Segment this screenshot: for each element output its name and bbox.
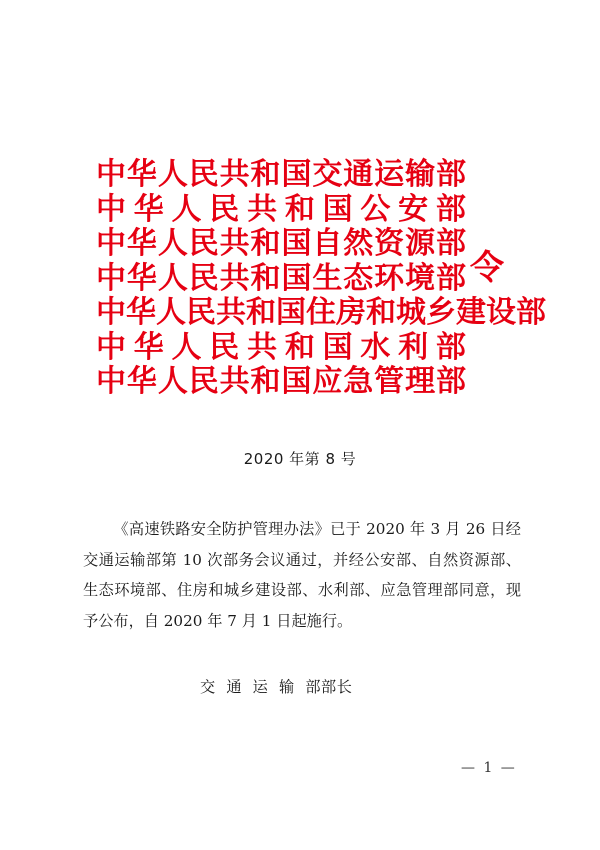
ministry-char: 和 bbox=[250, 260, 281, 296]
ministry-char: 中 bbox=[96, 295, 126, 330]
ministry-char: 利 bbox=[398, 329, 429, 365]
ministry-char: 华 bbox=[126, 260, 157, 296]
ministry-char: 中 bbox=[96, 260, 126, 296]
ministry-char: 华 bbox=[126, 226, 157, 261]
ministry-char: 中 bbox=[96, 226, 126, 261]
ministry-char: 人 bbox=[157, 364, 188, 399]
ministry-char: 人 bbox=[156, 295, 186, 330]
signature-line: 交 通 运 输 部部长 bbox=[200, 678, 353, 696]
ministry-char: 源 bbox=[405, 226, 436, 261]
ministry-line-water-resources bbox=[96, 331, 466, 366]
ministry-char: 部 bbox=[435, 329, 466, 365]
ministry-char: 部 bbox=[516, 295, 546, 330]
ministry-char: 管 bbox=[374, 364, 405, 399]
ministry-char: 急 bbox=[343, 364, 374, 399]
ministry-char: 人 bbox=[171, 191, 202, 227]
ministry-char: 共 bbox=[219, 226, 250, 261]
ministry-char: 部 bbox=[435, 364, 466, 399]
ministry-char: 华 bbox=[126, 295, 156, 330]
ministry-char: 理 bbox=[405, 364, 436, 399]
ministry-char: 民 bbox=[188, 226, 219, 261]
ministry-char: 房 bbox=[336, 295, 366, 330]
ministry-line-emergency-management bbox=[96, 365, 466, 400]
ministry-char: 华 bbox=[126, 157, 157, 192]
ministry-char: 设 bbox=[486, 295, 516, 330]
ministry-char: 部 bbox=[435, 191, 466, 227]
ministry-char: 共 bbox=[216, 295, 246, 330]
ministry-char: 共 bbox=[219, 364, 250, 399]
ministry-line-ecology-environment bbox=[96, 262, 466, 297]
ministry-char: 和 bbox=[284, 191, 315, 227]
ministry-char: 民 bbox=[186, 295, 216, 330]
ministry-char: 人 bbox=[157, 157, 188, 192]
ministry-char: 国 bbox=[322, 329, 353, 365]
ministry-char: 和 bbox=[284, 329, 315, 365]
ministry-char: 民 bbox=[188, 364, 219, 399]
ministry-char: 国 bbox=[281, 260, 312, 296]
ministry-char: 建 bbox=[456, 295, 486, 330]
order-character: 令 bbox=[470, 248, 504, 288]
ministry-char: 部 bbox=[435, 157, 466, 192]
issuing-ministries bbox=[96, 157, 546, 400]
ministry-char: 输 bbox=[405, 157, 436, 192]
ministry-char: 运 bbox=[374, 157, 405, 192]
ministry-char: 共 bbox=[247, 329, 278, 365]
ministry-char: 和 bbox=[246, 295, 276, 330]
ministry-char: 共 bbox=[219, 157, 250, 192]
ministry-char: 华 bbox=[126, 364, 157, 399]
ministry-char: 公 bbox=[360, 191, 391, 227]
ministry-char: 人 bbox=[157, 226, 188, 261]
ministry-line-public-security bbox=[96, 193, 466, 228]
ministry-char: 自 bbox=[312, 226, 343, 261]
ministry-char: 交 bbox=[312, 157, 343, 192]
ministry-char: 民 bbox=[188, 157, 219, 192]
ministry-char: 国 bbox=[281, 226, 312, 261]
ministry-char: 然 bbox=[343, 226, 374, 261]
ministry-line-natural-resources bbox=[96, 227, 466, 262]
ministry-char: 共 bbox=[219, 260, 250, 296]
ministry-char: 和 bbox=[366, 295, 396, 330]
body-paragraph: 《高速铁路安全防护管理办法》已于 2020 年 3 月 26 日经交通运输部第 10 次部务会议通过，并经公安部、自然资源部、生态环境部、住房和城乡建设部、水利部、应急管理部同意，现予公布，自 2020 年 7 月 1 日起施行。 bbox=[83, 520, 521, 630]
ministry-char: 中 bbox=[96, 364, 126, 399]
ministry-char: 国 bbox=[322, 191, 353, 227]
order-number: 2020 年第 8 号 bbox=[243, 450, 357, 468]
ministry-char: 安 bbox=[398, 191, 429, 227]
ministry-char: 民 bbox=[209, 329, 240, 365]
ministry-char: 乡 bbox=[426, 295, 456, 330]
ministry-char: 民 bbox=[209, 191, 240, 227]
ministry-char: 和 bbox=[250, 157, 281, 192]
ministry-char: 华 bbox=[133, 191, 164, 227]
ministry-char: 生 bbox=[312, 260, 343, 296]
ministry-char: 态 bbox=[343, 260, 374, 296]
page-number: — 1 — bbox=[461, 760, 517, 776]
ministry-char: 华 bbox=[133, 329, 164, 365]
ministry-char: 境 bbox=[405, 260, 436, 296]
ministry-char: 和 bbox=[250, 226, 281, 261]
ministry-char: 国 bbox=[281, 157, 312, 192]
ministry-char: 通 bbox=[343, 157, 374, 192]
ministry-char: 人 bbox=[171, 329, 202, 365]
ministry-char: 人 bbox=[157, 260, 188, 296]
ministry-char: 国 bbox=[276, 295, 306, 330]
ministry-char: 中 bbox=[96, 157, 126, 192]
ministry-char: 中 bbox=[96, 191, 126, 227]
ministry-char: 环 bbox=[374, 260, 405, 296]
ministry-char: 住 bbox=[306, 295, 336, 330]
ministry-char: 共 bbox=[247, 191, 278, 227]
ministry-char: 部 bbox=[435, 226, 466, 261]
ministry-char: 国 bbox=[281, 364, 312, 399]
ministry-line-housing-construction bbox=[96, 295, 546, 331]
ministry-char: 水 bbox=[360, 329, 391, 365]
ministry-char: 中 bbox=[96, 329, 126, 365]
ministry-char: 部 bbox=[435, 260, 466, 296]
ministry-char: 和 bbox=[250, 364, 281, 399]
ministry-char: 资 bbox=[374, 226, 405, 261]
ministry-line-transport bbox=[96, 158, 466, 193]
ministry-char: 城 bbox=[396, 295, 426, 330]
ministry-char: 民 bbox=[188, 260, 219, 296]
ministry-char: 应 bbox=[312, 364, 343, 399]
